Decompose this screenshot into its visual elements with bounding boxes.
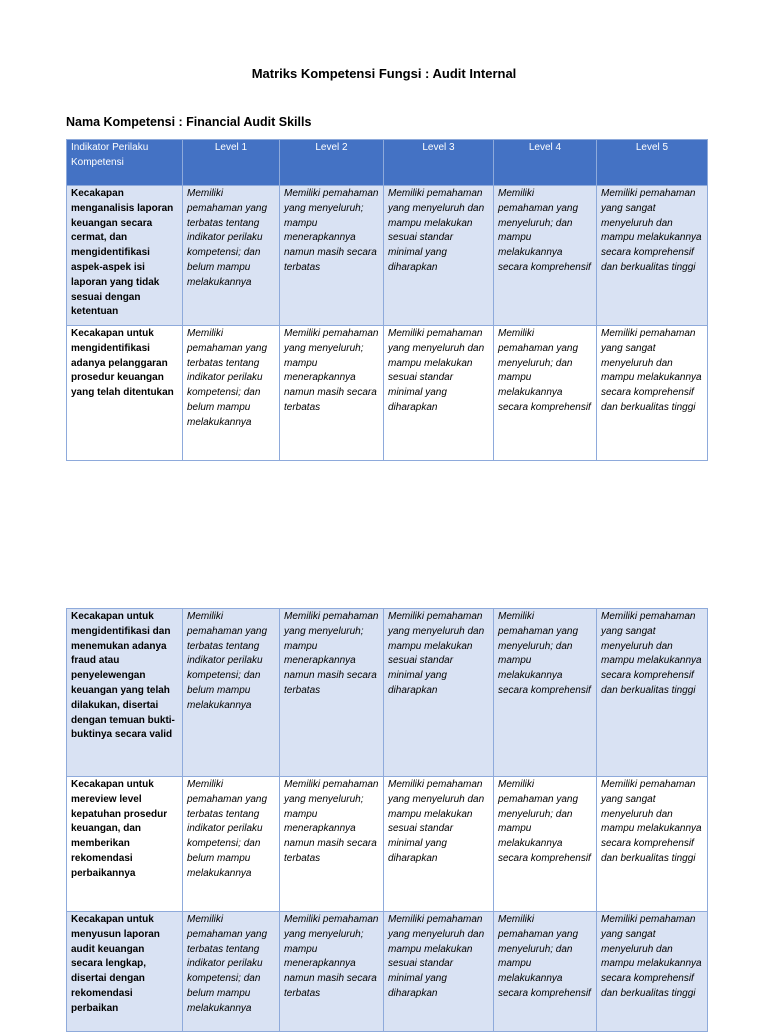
level-4-cell: Memiliki pemahaman yang menyeluruh; dan mampu melakukannya secara komprehensif [494, 912, 597, 1032]
level-3-cell: Memiliki pemahaman yang menyeluruh dan mampu melakukan sesuai standar minimal yang diharapkan [384, 777, 494, 912]
indicator-cell: Kecakapan untuk mengidentifikasi adanya pelanggaran prosedur keuangan yang telah ditentukan [67, 326, 183, 461]
header-level-2: Level 2 [280, 140, 384, 186]
level-5-cell: Memiliki pemahaman yang sangat menyeluruh dan mampu melakukannya secara komprehensif dan berkualitas tinggi [597, 912, 708, 1032]
competency-matrix-table [66, 139, 708, 461]
level-2-cell: Memiliki pemahaman yang menyeluruh; mampu menerapkannya namun masih secara terbatas [280, 912, 384, 1032]
header-level-4: Level 4 [494, 140, 597, 186]
level-4-cell: Memiliki pemahaman yang menyeluruh; dan mampu melakukannya secara komprehensif [494, 777, 597, 912]
level-1-cell: Memiliki pemahaman yang terbatas tentang indikator perilaku kompetensi; dan belum mampu melakukannya [183, 609, 280, 777]
competency-name: Nama Kompetensi : Financial Audit Skills [66, 115, 312, 129]
level-4-cell: Memiliki pemahaman yang menyeluruh; dan mampu melakukannya secara komprehensif [494, 186, 597, 326]
table-row [67, 326, 708, 461]
page-title: Matriks Kompetensi Fungsi : Audit Internal [251, 66, 517, 81]
level-5-cell: Memiliki pemahaman yang sangat menyeluruh dan mampu melakukannya secara komprehensif dan berkualitas tinggi [597, 326, 708, 461]
indicator-cell: Kecakapan untuk mengidentifikasi dan menemukan adanya fraud atau penyelewengan keuangan yang telah dilakukan, disertai dengan temuan bukti-buktinya secara valid [67, 609, 183, 777]
level-1-cell: Memiliki pemahaman yang terbatas tentang indikator perilaku kompetensi; dan belum mampu melakukannya [183, 912, 280, 1032]
level-5-cell: Memiliki pemahaman yang sangat menyeluruh dan mampu melakukannya secara komprehensif dan berkualitas tinggi [597, 186, 708, 326]
indicator-cell: Kecakapan menganalisis laporan keuangan secara cermat, dan mengidentifikasi aspek-aspek isi laporan yang tidak sesuai dengan ketentuan [67, 186, 183, 326]
table-row [67, 912, 708, 1032]
level-2-cell: Memiliki pemahaman yang menyeluruh; mampu menerapkannya namun masih secara terbatas [280, 326, 384, 461]
level-3-cell: Memiliki pemahaman yang menyeluruh dan mampu melakukan sesuai standar minimal yang diharapkan [384, 609, 494, 777]
indicator-cell: Kecakapan untuk menyusun laporan audit keuangan secara lengkap, disertai dengan rekomendasi perbaikan [67, 912, 183, 1032]
header-level-5: Level 5 [597, 140, 708, 186]
table-row [67, 777, 708, 912]
competency-matrix-table-continued [66, 608, 708, 1032]
level-2-cell: Memiliki pemahaman yang menyeluruh; mampu menerapkannya namun masih secara terbatas [280, 609, 384, 777]
level-1-cell: Memiliki pemahaman yang terbatas tentang indikator perilaku kompetensi; dan belum mampu melakukannya [183, 326, 280, 461]
level-5-cell: Memiliki pemahaman yang sangat menyeluruh dan mampu melakukannya secara komprehensif dan berkualitas tinggi [597, 609, 708, 777]
indicator-cell: Kecakapan untuk mereview level kepatuhan prosedur keuangan, dan memberikan rekomendasi perbaikannya [67, 777, 183, 912]
table-row [67, 609, 708, 777]
level-4-cell: Memiliki pemahaman yang menyeluruh; dan mampu melakukannya secara komprehensif [494, 326, 597, 461]
level-3-cell: Memiliki pemahaman yang menyeluruh dan mampu melakukan sesuai standar minimal yang diharapkan [384, 186, 494, 326]
level-2-cell: Memiliki pemahaman yang menyeluruh; mampu menerapkannya namun masih secara terbatas [280, 777, 384, 912]
table-header-row [67, 140, 708, 186]
level-4-cell: Memiliki pemahaman yang menyeluruh; dan mampu melakukannya secara komprehensif [494, 609, 597, 777]
header-level-1: Level 1 [183, 140, 280, 186]
header-indicator: Indikator Perilaku Kompetensi [67, 140, 183, 186]
level-2-cell: Memiliki pemahaman yang menyeluruh; mampu menerapkannya namun masih secara terbatas [280, 186, 384, 326]
level-3-cell: Memiliki pemahaman yang menyeluruh dan mampu melakukan sesuai standar minimal yang diharapkan [384, 326, 494, 461]
level-5-cell: Memiliki pemahaman yang sangat menyeluruh dan mampu melakukannya secara komprehensif dan berkualitas tinggi [597, 777, 708, 912]
table-row [67, 186, 708, 326]
header-level-3: Level 3 [384, 140, 494, 186]
level-1-cell: Memiliki pemahaman yang terbatas tentang indikator perilaku kompetensi; dan belum mampu melakukannya [183, 777, 280, 912]
level-3-cell: Memiliki pemahaman yang menyeluruh dan mampu melakukan sesuai standar minimal yang diharapkan [384, 912, 494, 1032]
level-1-cell: Memiliki pemahaman yang terbatas tentang indikator perilaku kompetensi; dan belum mampu melakukannya [183, 186, 280, 326]
